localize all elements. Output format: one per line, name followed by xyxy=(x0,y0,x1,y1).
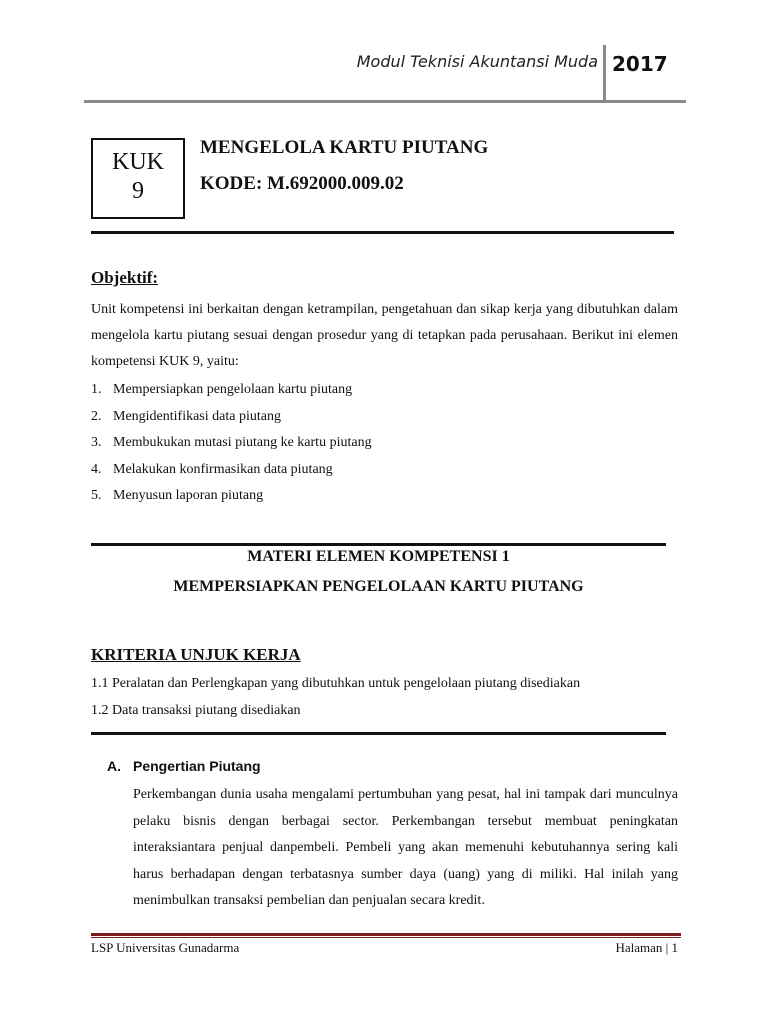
kriteria-item: 1.1 Peralatan dan Perlengkapan yang dibutuhkan untuk pengelolaan piutang disediakan xyxy=(91,676,581,691)
unit-title: MENGELOLA KARTU PIUTANG xyxy=(200,137,489,158)
list-item: 2. Mengidentifikasi data piutang xyxy=(91,408,281,424)
kriteria-heading: KRITERIA UNJUK KERJA xyxy=(91,645,301,664)
kriteria-item: 1.2 Data transaksi piutang disediakan xyxy=(91,703,301,718)
list-item: 5. Menyusun laporan piutang xyxy=(91,488,264,503)
kuk-box xyxy=(91,138,185,219)
header-divider xyxy=(603,45,606,101)
footer-rule-thin xyxy=(91,937,681,938)
section-a-title: Pengertian Piutang xyxy=(133,758,261,774)
section-a-paragraph: Perkembangan dunia usaha mengalami pertumbuhan yang pesat, hal ini tampak dari munculnya pelaku bisnis dengan berbagai sector. Perkembangan tersebut membuat peningkatan interaksiantara penjual danpembeli. Pembeli yang akan memenuhi kebutuhannya sering kali harus berhadapan dengan terbatasnya sumber daya (uang) yang di miliki. Hal inilah yang menimbulkan transaksi pembelian dan penjualan secara kredit. xyxy=(133,787,678,908)
section-rule xyxy=(91,543,666,546)
competency-list xyxy=(91,377,372,510)
footer-rule xyxy=(91,933,681,936)
section-a-label: A. xyxy=(107,758,121,774)
header-year: 2017 xyxy=(612,52,668,76)
kuk-number: 9 xyxy=(132,178,144,204)
materi-subtitle: MEMPERSIAPKAN PENGELOLAAN KARTU PIUTANG xyxy=(173,578,584,595)
list-item: 3. Membukukan mutasi piutang ke kartu piutang xyxy=(91,435,372,450)
header-rule xyxy=(84,100,686,103)
section-rule xyxy=(91,732,666,735)
list-item: 4. Melakukan konfirmasikan data piutang xyxy=(91,461,333,477)
kuk-label: KUK xyxy=(112,149,164,175)
page-number: Halaman | 1 xyxy=(615,940,678,955)
objective-heading: Objektif: xyxy=(91,268,159,287)
section-rule xyxy=(91,231,674,234)
module-title: Modul Teknisi Akuntansi Muda xyxy=(356,52,598,71)
footer-institution: LSP Universitas Gunadarma xyxy=(91,940,240,955)
list-item: 1. Mempersiapkan pengelolaan kartu piutang xyxy=(91,382,353,397)
unit-code: KODE: M.692000.009.02 xyxy=(200,173,404,194)
objective-paragraph: Unit kompetensi ini berkaitan dengan ketrampilan, pengetahuan dan sikap kerja yang dibutuhkan dalam mengelola kartu piutang sesuai dengan prosedur yang di tetapkan pada perusahaan. Berikut ini elemen kompetensi KUK 9, yaitu: xyxy=(91,302,678,369)
materi-title: MATERI ELEMEN KOMPETENSI 1 xyxy=(247,548,510,565)
